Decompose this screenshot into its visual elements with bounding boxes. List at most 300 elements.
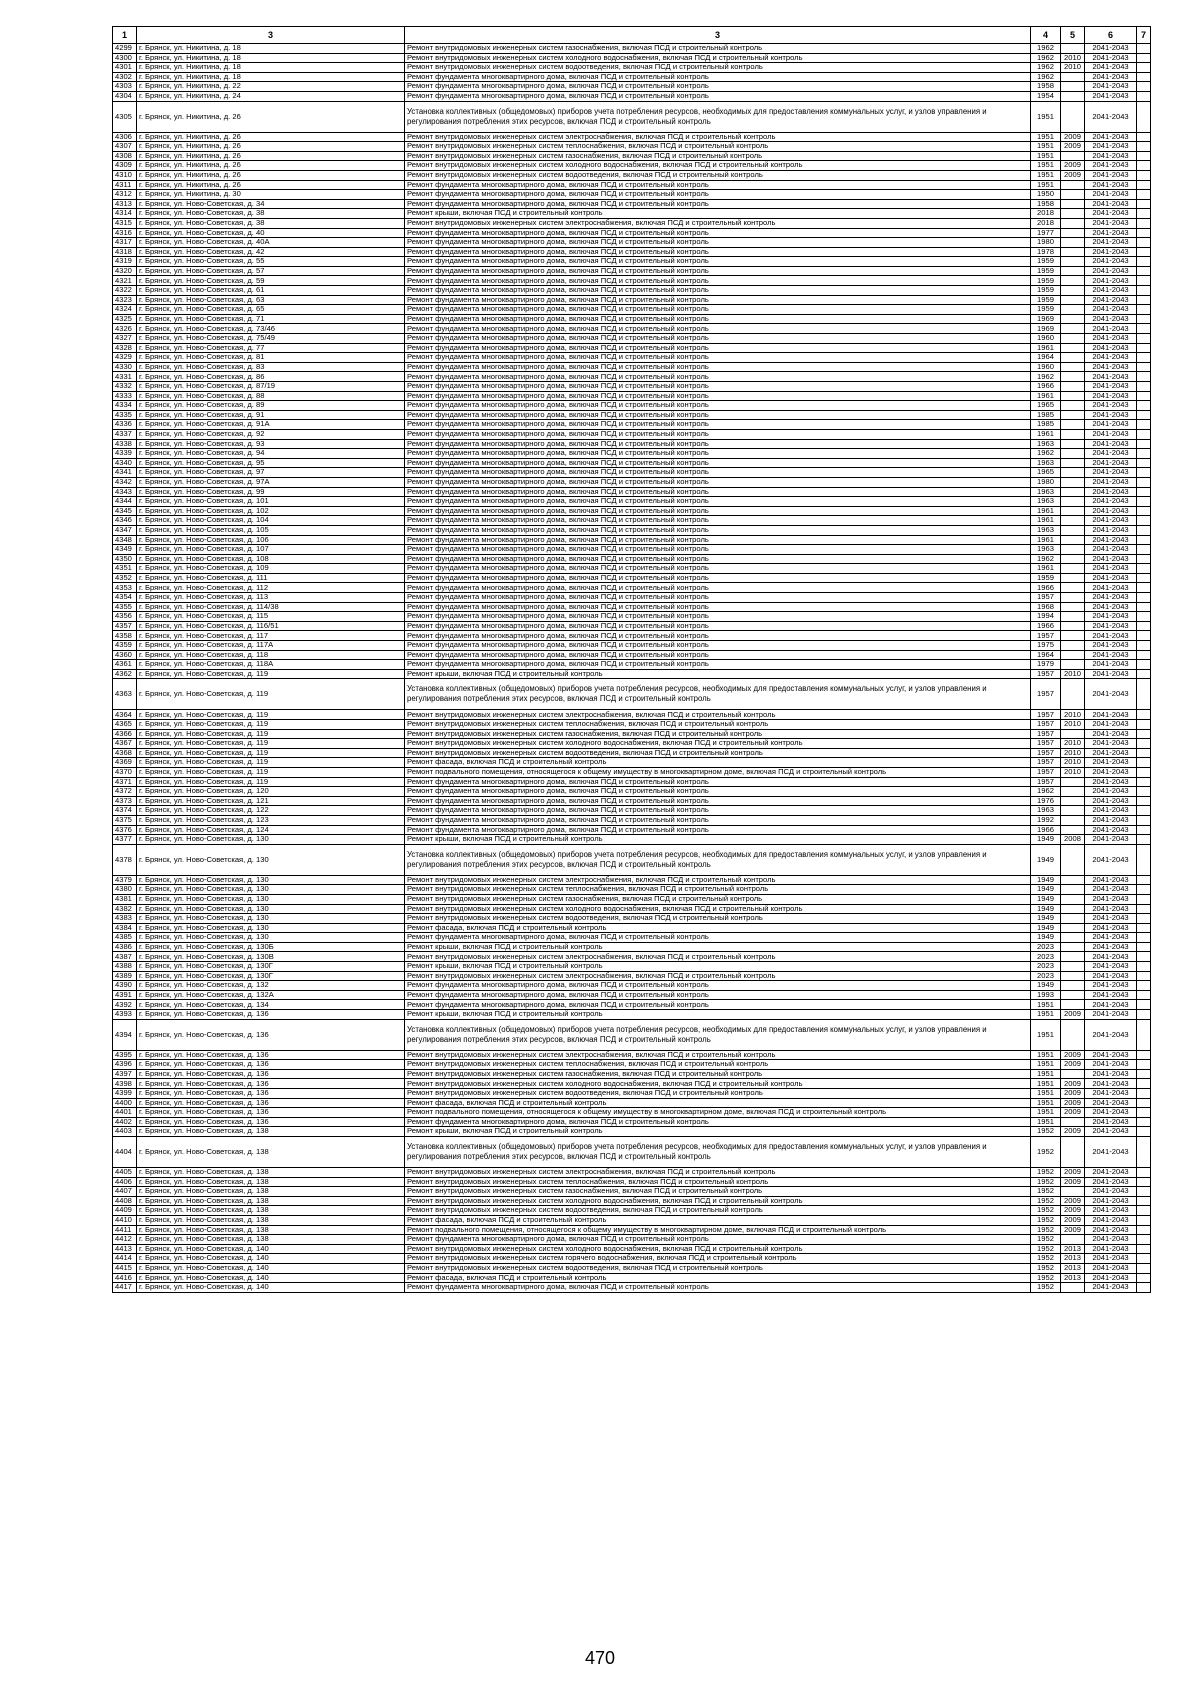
table-row	[113, 1187, 1151, 1197]
row-number: 4347	[113, 525, 137, 535]
work-type-cell: Ремонт фундамента многоквартирного дома, включая ПСД и строительный контроль	[405, 990, 1031, 1000]
address-cell: г. Брянск, ул. Ново-Советская, д. 81	[137, 353, 405, 363]
header-cell: 3	[137, 27, 405, 44]
planned-period-cell: 2041-2043	[1085, 844, 1137, 875]
table-row	[113, 739, 1151, 749]
build-year-cell: 1951	[1031, 1010, 1061, 1020]
last-repair-year-cell	[1061, 729, 1085, 739]
work-type-cell: Ремонт крыши, включая ПСД и строительный контроль	[405, 835, 1031, 845]
table-row	[113, 314, 1151, 324]
empty-cell	[1137, 477, 1151, 487]
address-cell: г. Брянск, ул. Ново-Советская, д. 123	[137, 815, 405, 825]
build-year-cell: 1951	[1031, 101, 1061, 132]
header-cell: 3	[405, 27, 1031, 44]
planned-period-cell: 2041-2043	[1085, 545, 1137, 555]
work-type-cell: Ремонт фундамента многоквартирного дома, включая ПСД и строительный контроль	[405, 477, 1031, 487]
address-cell: г. Брянск, ул. Ново-Советская, д. 99	[137, 487, 405, 497]
work-type-cell: Ремонт фасада, включая ПСД и строительный контроль	[405, 1273, 1031, 1283]
empty-cell	[1137, 353, 1151, 363]
address-cell: г. Брянск, ул. Ново-Советская, д. 138	[137, 1136, 405, 1167]
address-cell: г. Брянск, ул. Никитина, д. 22	[137, 82, 405, 92]
work-type-cell: Ремонт фундамента многоквартирного дома, включая ПСД и строительный контроль	[405, 401, 1031, 411]
address-cell: г. Брянск, ул. Ново-Советская, д. 119	[137, 710, 405, 720]
build-year-cell: 1979	[1031, 660, 1061, 670]
row-number: 4391	[113, 990, 137, 1000]
work-type-cell: Ремонт внутридомовых инженерных систем водоотведения, включая ПСД и строительный контроль	[405, 1089, 1031, 1099]
empty-cell	[1137, 825, 1151, 835]
empty-cell	[1137, 372, 1151, 382]
last-repair-year-cell: 2010	[1061, 720, 1085, 730]
row-number: 4378	[113, 844, 137, 875]
build-year-cell: 1985	[1031, 420, 1061, 430]
empty-cell	[1137, 885, 1151, 895]
row-number: 4303	[113, 82, 137, 92]
table-row	[113, 612, 1151, 622]
work-type-cell: Ремонт внутридомовых инженерных систем холодного водоснабжения, включая ПСД и строительный контроль	[405, 1244, 1031, 1254]
empty-cell	[1137, 1177, 1151, 1187]
empty-cell	[1137, 1060, 1151, 1070]
work-type-cell: Ремонт внутридомовых инженерных систем горячего водоснабжения, включая ПСД и строительный контроль	[405, 1254, 1031, 1264]
table-row	[113, 535, 1151, 545]
last-repair-year-cell	[1061, 894, 1085, 904]
row-number: 4301	[113, 63, 137, 73]
planned-period-cell: 2041-2043	[1085, 1019, 1137, 1050]
last-repair-year-cell	[1061, 266, 1085, 276]
row-number: 4376	[113, 825, 137, 835]
last-repair-year-cell	[1061, 815, 1085, 825]
work-type-cell: Ремонт фундамента многоквартирного дома, включая ПСД и строительный контроль	[405, 933, 1031, 943]
address-cell: г. Брянск, ул. Ново-Советская, д. 73/46	[137, 324, 405, 334]
planned-period-cell: 2041-2043	[1085, 1136, 1137, 1167]
row-number: 4325	[113, 314, 137, 324]
row-number: 4411	[113, 1225, 137, 1235]
planned-period-cell: 2041-2043	[1085, 952, 1137, 962]
planned-period-cell: 2041-2043	[1085, 650, 1137, 660]
document-table-container	[112, 26, 1150, 1293]
empty-cell	[1137, 669, 1151, 679]
row-number: 4354	[113, 593, 137, 603]
planned-period-cell: 2041-2043	[1085, 458, 1137, 468]
table-row	[113, 305, 1151, 315]
build-year-cell: 1949	[1031, 904, 1061, 914]
table-row	[113, 1206, 1151, 1216]
address-cell: г. Брянск, ул. Ново-Советская, д. 136	[137, 1098, 405, 1108]
build-year-cell: 1966	[1031, 825, 1061, 835]
table-row	[113, 82, 1151, 92]
table-row	[113, 238, 1151, 248]
planned-period-cell: 2041-2043	[1085, 1283, 1137, 1293]
planned-period-cell: 2041-2043	[1085, 971, 1137, 981]
work-type-cell: Ремонт внутридомовых инженерных систем теплоснабжения, включая ПСД и строительный контроль	[405, 142, 1031, 152]
row-number: 4402	[113, 1117, 137, 1127]
address-cell: г. Брянск, ул. Никитина, д. 26	[137, 142, 405, 152]
address-cell: г. Брянск, ул. Ново-Советская, д. 130	[137, 914, 405, 924]
row-number: 4305	[113, 101, 137, 132]
last-repair-year-cell	[1061, 497, 1085, 507]
last-repair-year-cell	[1061, 631, 1085, 641]
build-year-cell: 1952	[1031, 1177, 1061, 1187]
last-repair-year-cell	[1061, 583, 1085, 593]
planned-period-cell: 2041-2043	[1085, 1196, 1137, 1206]
empty-cell	[1137, 132, 1151, 142]
row-number: 4405	[113, 1167, 137, 1177]
last-repair-year-cell	[1061, 777, 1085, 787]
empty-cell	[1137, 1244, 1151, 1254]
empty-cell	[1137, 218, 1151, 228]
build-year-cell: 1951	[1031, 1050, 1061, 1060]
planned-period-cell: 2041-2043	[1085, 1098, 1137, 1108]
row-number: 4312	[113, 190, 137, 200]
planned-period-cell: 2041-2043	[1085, 516, 1137, 526]
table-row	[113, 516, 1151, 526]
address-cell: г. Брянск, ул. Ново-Советская, д. 94	[137, 449, 405, 459]
work-type-cell: Ремонт фундамента многоквартирного дома, включая ПСД и строительный контроль	[405, 525, 1031, 535]
last-repair-year-cell	[1061, 1019, 1085, 1050]
last-repair-year-cell	[1061, 612, 1085, 622]
empty-cell	[1137, 942, 1151, 952]
row-number: 4355	[113, 602, 137, 612]
table-row	[113, 132, 1151, 142]
planned-period-cell: 2041-2043	[1085, 981, 1137, 991]
work-type-cell: Установка коллективных (общедомовых) приборов учета потребления ресурсов, необходимых для предоставления коммунальных услуг, и узлов управления и регулирования потребления этих ресурсов, включая ПСД и строительный контроль	[405, 844, 1031, 875]
address-cell: г. Брянск, ул. Ново-Советская, д. 40	[137, 228, 405, 238]
work-type-cell: Ремонт фасада, включая ПСД и строительный контроль	[405, 1098, 1031, 1108]
address-cell: г. Брянск, ул. Ново-Советская, д. 130	[137, 835, 405, 845]
work-type-cell: Ремонт фундамента многоквартирного дома, включая ПСД и строительный контроль	[405, 420, 1031, 430]
last-repair-year-cell	[1061, 806, 1085, 816]
address-cell: г. Брянск, ул. Ново-Советская, д. 95	[137, 458, 405, 468]
empty-cell	[1137, 1215, 1151, 1225]
build-year-cell: 1949	[1031, 894, 1061, 904]
last-repair-year-cell: 2009	[1061, 1098, 1085, 1108]
last-repair-year-cell	[1061, 650, 1085, 660]
address-cell: г. Брянск, ул. Ново-Советская, д. 130	[137, 875, 405, 885]
empty-cell	[1137, 1136, 1151, 1167]
empty-cell	[1137, 506, 1151, 516]
address-cell: г. Брянск, ул. Ново-Советская, д. 118А	[137, 660, 405, 670]
row-number: 4348	[113, 535, 137, 545]
row-number: 4381	[113, 894, 137, 904]
empty-cell	[1137, 564, 1151, 574]
work-type-cell: Ремонт внутридомовых инженерных систем газоснабжения, включая ПСД и строительный контроль	[405, 151, 1031, 161]
last-repair-year-cell	[1061, 554, 1085, 564]
row-number: 4417	[113, 1283, 137, 1293]
work-type-cell: Ремонт фундамента многоквартирного дома, включая ПСД и строительный контроль	[405, 660, 1031, 670]
row-number: 4396	[113, 1060, 137, 1070]
table-row	[113, 1060, 1151, 1070]
table-row	[113, 324, 1151, 334]
last-repair-year-cell	[1061, 101, 1085, 132]
table-row	[113, 497, 1151, 507]
table-row	[113, 679, 1151, 710]
build-year-cell: 1959	[1031, 305, 1061, 315]
empty-cell	[1137, 142, 1151, 152]
empty-cell	[1137, 1079, 1151, 1089]
build-year-cell: 1961	[1031, 343, 1061, 353]
planned-period-cell: 2041-2043	[1085, 815, 1137, 825]
row-number: 4406	[113, 1177, 137, 1187]
build-year-cell: 1949	[1031, 835, 1061, 845]
row-number: 4318	[113, 247, 137, 257]
last-repair-year-cell	[1061, 885, 1085, 895]
row-number: 4364	[113, 710, 137, 720]
planned-period-cell: 2041-2043	[1085, 621, 1137, 631]
last-repair-year-cell	[1061, 1000, 1085, 1010]
table-row	[113, 101, 1151, 132]
last-repair-year-cell	[1061, 1187, 1085, 1197]
last-repair-year-cell	[1061, 923, 1085, 933]
empty-cell	[1137, 1098, 1151, 1108]
row-number: 4335	[113, 410, 137, 420]
address-cell: г. Брянск, ул. Ново-Советская, д. 86	[137, 372, 405, 382]
address-cell: г. Брянск, ул. Ново-Советская, д. 130В	[137, 952, 405, 962]
last-repair-year-cell	[1061, 1117, 1085, 1127]
row-number: 4357	[113, 621, 137, 631]
empty-cell	[1137, 923, 1151, 933]
build-year-cell: 1963	[1031, 458, 1061, 468]
planned-period-cell: 2041-2043	[1085, 305, 1137, 315]
address-cell: г. Брянск, ул. Ново-Советская, д. 102	[137, 506, 405, 516]
empty-cell	[1137, 91, 1151, 101]
planned-period-cell: 2041-2043	[1085, 1010, 1137, 1020]
table-row	[113, 477, 1151, 487]
table-row	[113, 923, 1151, 933]
planned-period-cell: 2041-2043	[1085, 885, 1137, 895]
table-row	[113, 720, 1151, 730]
empty-cell	[1137, 545, 1151, 555]
planned-period-cell: 2041-2043	[1085, 564, 1137, 574]
table-row	[113, 247, 1151, 257]
last-repair-year-cell	[1061, 825, 1085, 835]
empty-cell	[1137, 739, 1151, 749]
table-row	[113, 286, 1151, 296]
empty-cell	[1137, 1019, 1151, 1050]
address-cell: г. Брянск, ул. Ново-Советская, д. 130	[137, 844, 405, 875]
build-year-cell: 1962	[1031, 63, 1061, 73]
row-number: 4345	[113, 506, 137, 516]
empty-cell	[1137, 324, 1151, 334]
row-number: 4313	[113, 199, 137, 209]
table-row	[113, 1283, 1151, 1293]
planned-period-cell: 2041-2043	[1085, 1225, 1137, 1235]
planned-period-cell: 2041-2043	[1085, 806, 1137, 816]
work-type-cell: Ремонт фундамента многоквартирного дома, включая ПСД и строительный контроль	[405, 621, 1031, 631]
row-number: 4399	[113, 1089, 137, 1099]
row-number: 4346	[113, 516, 137, 526]
planned-period-cell: 2041-2043	[1085, 942, 1137, 952]
planned-period-cell: 2041-2043	[1085, 429, 1137, 439]
planned-period-cell: 2041-2043	[1085, 1117, 1137, 1127]
last-repair-year-cell: 2010	[1061, 767, 1085, 777]
address-cell: г. Брянск, ул. Ново-Советская, д. 83	[137, 362, 405, 372]
work-type-cell: Ремонт фундамента многоквартирного дома, включая ПСД и строительный контроль	[405, 353, 1031, 363]
work-type-cell: Ремонт внутридомовых инженерных систем водоотведения, включая ПСД и строительный контроль	[405, 748, 1031, 758]
build-year-cell: 1963	[1031, 806, 1061, 816]
planned-period-cell: 2041-2043	[1085, 962, 1137, 972]
build-year-cell: 1949	[1031, 914, 1061, 924]
table-row	[113, 942, 1151, 952]
last-repair-year-cell	[1061, 151, 1085, 161]
empty-cell	[1137, 729, 1151, 739]
last-repair-year-cell	[1061, 875, 1085, 885]
row-number: 4326	[113, 324, 137, 334]
last-repair-year-cell: 2010	[1061, 53, 1085, 63]
empty-cell	[1137, 468, 1151, 478]
table-row	[113, 593, 1151, 603]
address-cell: г. Брянск, ул. Ново-Советская, д. 130Г	[137, 971, 405, 981]
last-repair-year-cell: 2009	[1061, 1167, 1085, 1177]
planned-period-cell: 2041-2043	[1085, 449, 1137, 459]
table-row	[113, 564, 1151, 574]
last-repair-year-cell	[1061, 564, 1085, 574]
work-type-cell: Ремонт внутридомовых инженерных систем теплоснабжения, включая ПСД и строительный контроль	[405, 1060, 1031, 1070]
build-year-cell: 1952	[1031, 1215, 1061, 1225]
table-row	[113, 190, 1151, 200]
row-number: 4329	[113, 353, 137, 363]
work-type-cell: Ремонт фундамента многоквартирного дома, включая ПСД и строительный контроль	[405, 82, 1031, 92]
empty-cell	[1137, 1127, 1151, 1137]
last-repair-year-cell	[1061, 535, 1085, 545]
build-year-cell: 1957	[1031, 739, 1061, 749]
empty-cell	[1137, 190, 1151, 200]
last-repair-year-cell	[1061, 641, 1085, 651]
planned-period-cell: 2041-2043	[1085, 835, 1137, 845]
table-row	[113, 209, 1151, 219]
last-repair-year-cell	[1061, 933, 1085, 943]
row-number: 4324	[113, 305, 137, 315]
row-number: 4350	[113, 554, 137, 564]
build-year-cell: 1969	[1031, 314, 1061, 324]
address-cell: г. Брянск, ул. Ново-Советская, д. 122	[137, 806, 405, 816]
empty-cell	[1137, 806, 1151, 816]
planned-period-cell: 2041-2043	[1085, 1069, 1137, 1079]
table-row	[113, 142, 1151, 152]
build-year-cell: 1962	[1031, 72, 1061, 82]
last-repair-year-cell	[1061, 787, 1085, 797]
table-row	[113, 554, 1151, 564]
empty-cell	[1137, 535, 1151, 545]
address-cell: г. Брянск, ул. Ново-Советская, д. 117	[137, 631, 405, 641]
table-row	[113, 343, 1151, 353]
planned-period-cell: 2041-2043	[1085, 767, 1137, 777]
build-year-cell: 1960	[1031, 362, 1061, 372]
planned-period-cell: 2041-2043	[1085, 391, 1137, 401]
address-cell: г. Брянск, ул. Ново-Советская, д. 87/19	[137, 382, 405, 392]
table-row	[113, 825, 1151, 835]
work-type-cell: Ремонт фундамента многоквартирного дома, включая ПСД и строительный контроль	[405, 1235, 1031, 1245]
last-repair-year-cell	[1061, 942, 1085, 952]
planned-period-cell: 2041-2043	[1085, 209, 1137, 219]
build-year-cell: 1952	[1031, 1273, 1061, 1283]
row-number: 4389	[113, 971, 137, 981]
build-year-cell: 1957	[1031, 720, 1061, 730]
last-repair-year-cell	[1061, 209, 1085, 219]
address-cell: г. Брянск, ул. Ново-Советская, д. 40А	[137, 238, 405, 248]
work-type-cell: Ремонт фундамента многоквартирного дома, включая ПСД и строительный контроль	[405, 506, 1031, 516]
address-cell: г. Брянск, ул. Никитина, д. 26	[137, 151, 405, 161]
empty-cell	[1137, 710, 1151, 720]
last-repair-year-cell	[1061, 180, 1085, 190]
address-cell: г. Брянск, ул. Ново-Советская, д. 106	[137, 535, 405, 545]
row-number: 4323	[113, 295, 137, 305]
row-number: 4373	[113, 796, 137, 806]
row-number: 4322	[113, 286, 137, 296]
row-number: 4337	[113, 429, 137, 439]
work-type-cell: Ремонт внутридомовых инженерных систем холодного водоснабжения, включая ПСД и строительный контроль	[405, 161, 1031, 171]
address-cell: г. Брянск, ул. Ново-Советская, д. 136	[137, 1079, 405, 1089]
work-type-cell: Ремонт внутридомовых инженерных систем газоснабжения, включая ПСД и строительный контроль	[405, 44, 1031, 54]
table-row	[113, 815, 1151, 825]
build-year-cell: 1951	[1031, 1117, 1061, 1127]
planned-period-cell: 2041-2043	[1085, 53, 1137, 63]
planned-period-cell: 2041-2043	[1085, 875, 1137, 885]
empty-cell	[1137, 266, 1151, 276]
planned-period-cell: 2041-2043	[1085, 1050, 1137, 1060]
empty-cell	[1137, 875, 1151, 885]
build-year-cell: 1962	[1031, 787, 1061, 797]
row-number: 4387	[113, 952, 137, 962]
build-year-cell: 1962	[1031, 449, 1061, 459]
last-repair-year-cell	[1061, 525, 1085, 535]
table-row	[113, 63, 1151, 73]
planned-period-cell: 2041-2043	[1085, 334, 1137, 344]
planned-period-cell: 2041-2043	[1085, 199, 1137, 209]
row-number: 4328	[113, 343, 137, 353]
work-type-cell: Ремонт фундамента многоквартирного дома, включая ПСД и строительный контроль	[405, 650, 1031, 660]
last-repair-year-cell	[1061, 468, 1085, 478]
empty-cell	[1137, 429, 1151, 439]
table-row	[113, 1000, 1151, 1010]
table-row	[113, 990, 1151, 1000]
build-year-cell: 1992	[1031, 815, 1061, 825]
row-number: 4404	[113, 1136, 137, 1167]
planned-period-cell: 2041-2043	[1085, 679, 1137, 710]
table-row	[113, 650, 1151, 660]
table-row	[113, 449, 1151, 459]
table-row	[113, 1273, 1151, 1283]
work-type-cell: Ремонт внутридомовых инженерных систем газоснабжения, включая ПСД и строительный контроль	[405, 1069, 1031, 1079]
build-year-cell: 1952	[1031, 1235, 1061, 1245]
build-year-cell: 1951	[1031, 1108, 1061, 1118]
work-type-cell: Ремонт фундамента многоквартирного дома, включая ПСД и строительный контроль	[405, 497, 1031, 507]
row-number: 4310	[113, 170, 137, 180]
planned-period-cell: 2041-2043	[1085, 777, 1137, 787]
planned-period-cell: 2041-2043	[1085, 933, 1137, 943]
row-number: 4375	[113, 815, 137, 825]
empty-cell	[1137, 650, 1151, 660]
row-number: 4359	[113, 641, 137, 651]
work-type-cell: Ремонт внутридомовых инженерных систем газоснабжения, включая ПСД и строительный контроль	[405, 729, 1031, 739]
build-year-cell: 1965	[1031, 468, 1061, 478]
empty-cell	[1137, 401, 1151, 411]
last-repair-year-cell	[1061, 952, 1085, 962]
planned-period-cell: 2041-2043	[1085, 401, 1137, 411]
planned-period-cell: 2041-2043	[1085, 44, 1137, 54]
last-repair-year-cell	[1061, 1069, 1085, 1079]
table-row	[113, 835, 1151, 845]
work-type-cell: Ремонт фундамента многоквартирного дома, включая ПСД и строительный контроль	[405, 199, 1031, 209]
address-cell: г. Брянск, ул. Ново-Советская, д. 34	[137, 199, 405, 209]
address-cell: г. Брянск, ул. Ново-Советская, д. 138	[137, 1235, 405, 1245]
last-repair-year-cell	[1061, 372, 1085, 382]
build-year-cell: 1959	[1031, 286, 1061, 296]
empty-cell	[1137, 787, 1151, 797]
planned-period-cell: 2041-2043	[1085, 295, 1137, 305]
last-repair-year-cell: 2009	[1061, 142, 1085, 152]
empty-cell	[1137, 990, 1151, 1000]
table-row	[113, 583, 1151, 593]
work-type-cell: Ремонт фундамента многоквартирного дома, включая ПСД и строительный контроль	[405, 238, 1031, 248]
